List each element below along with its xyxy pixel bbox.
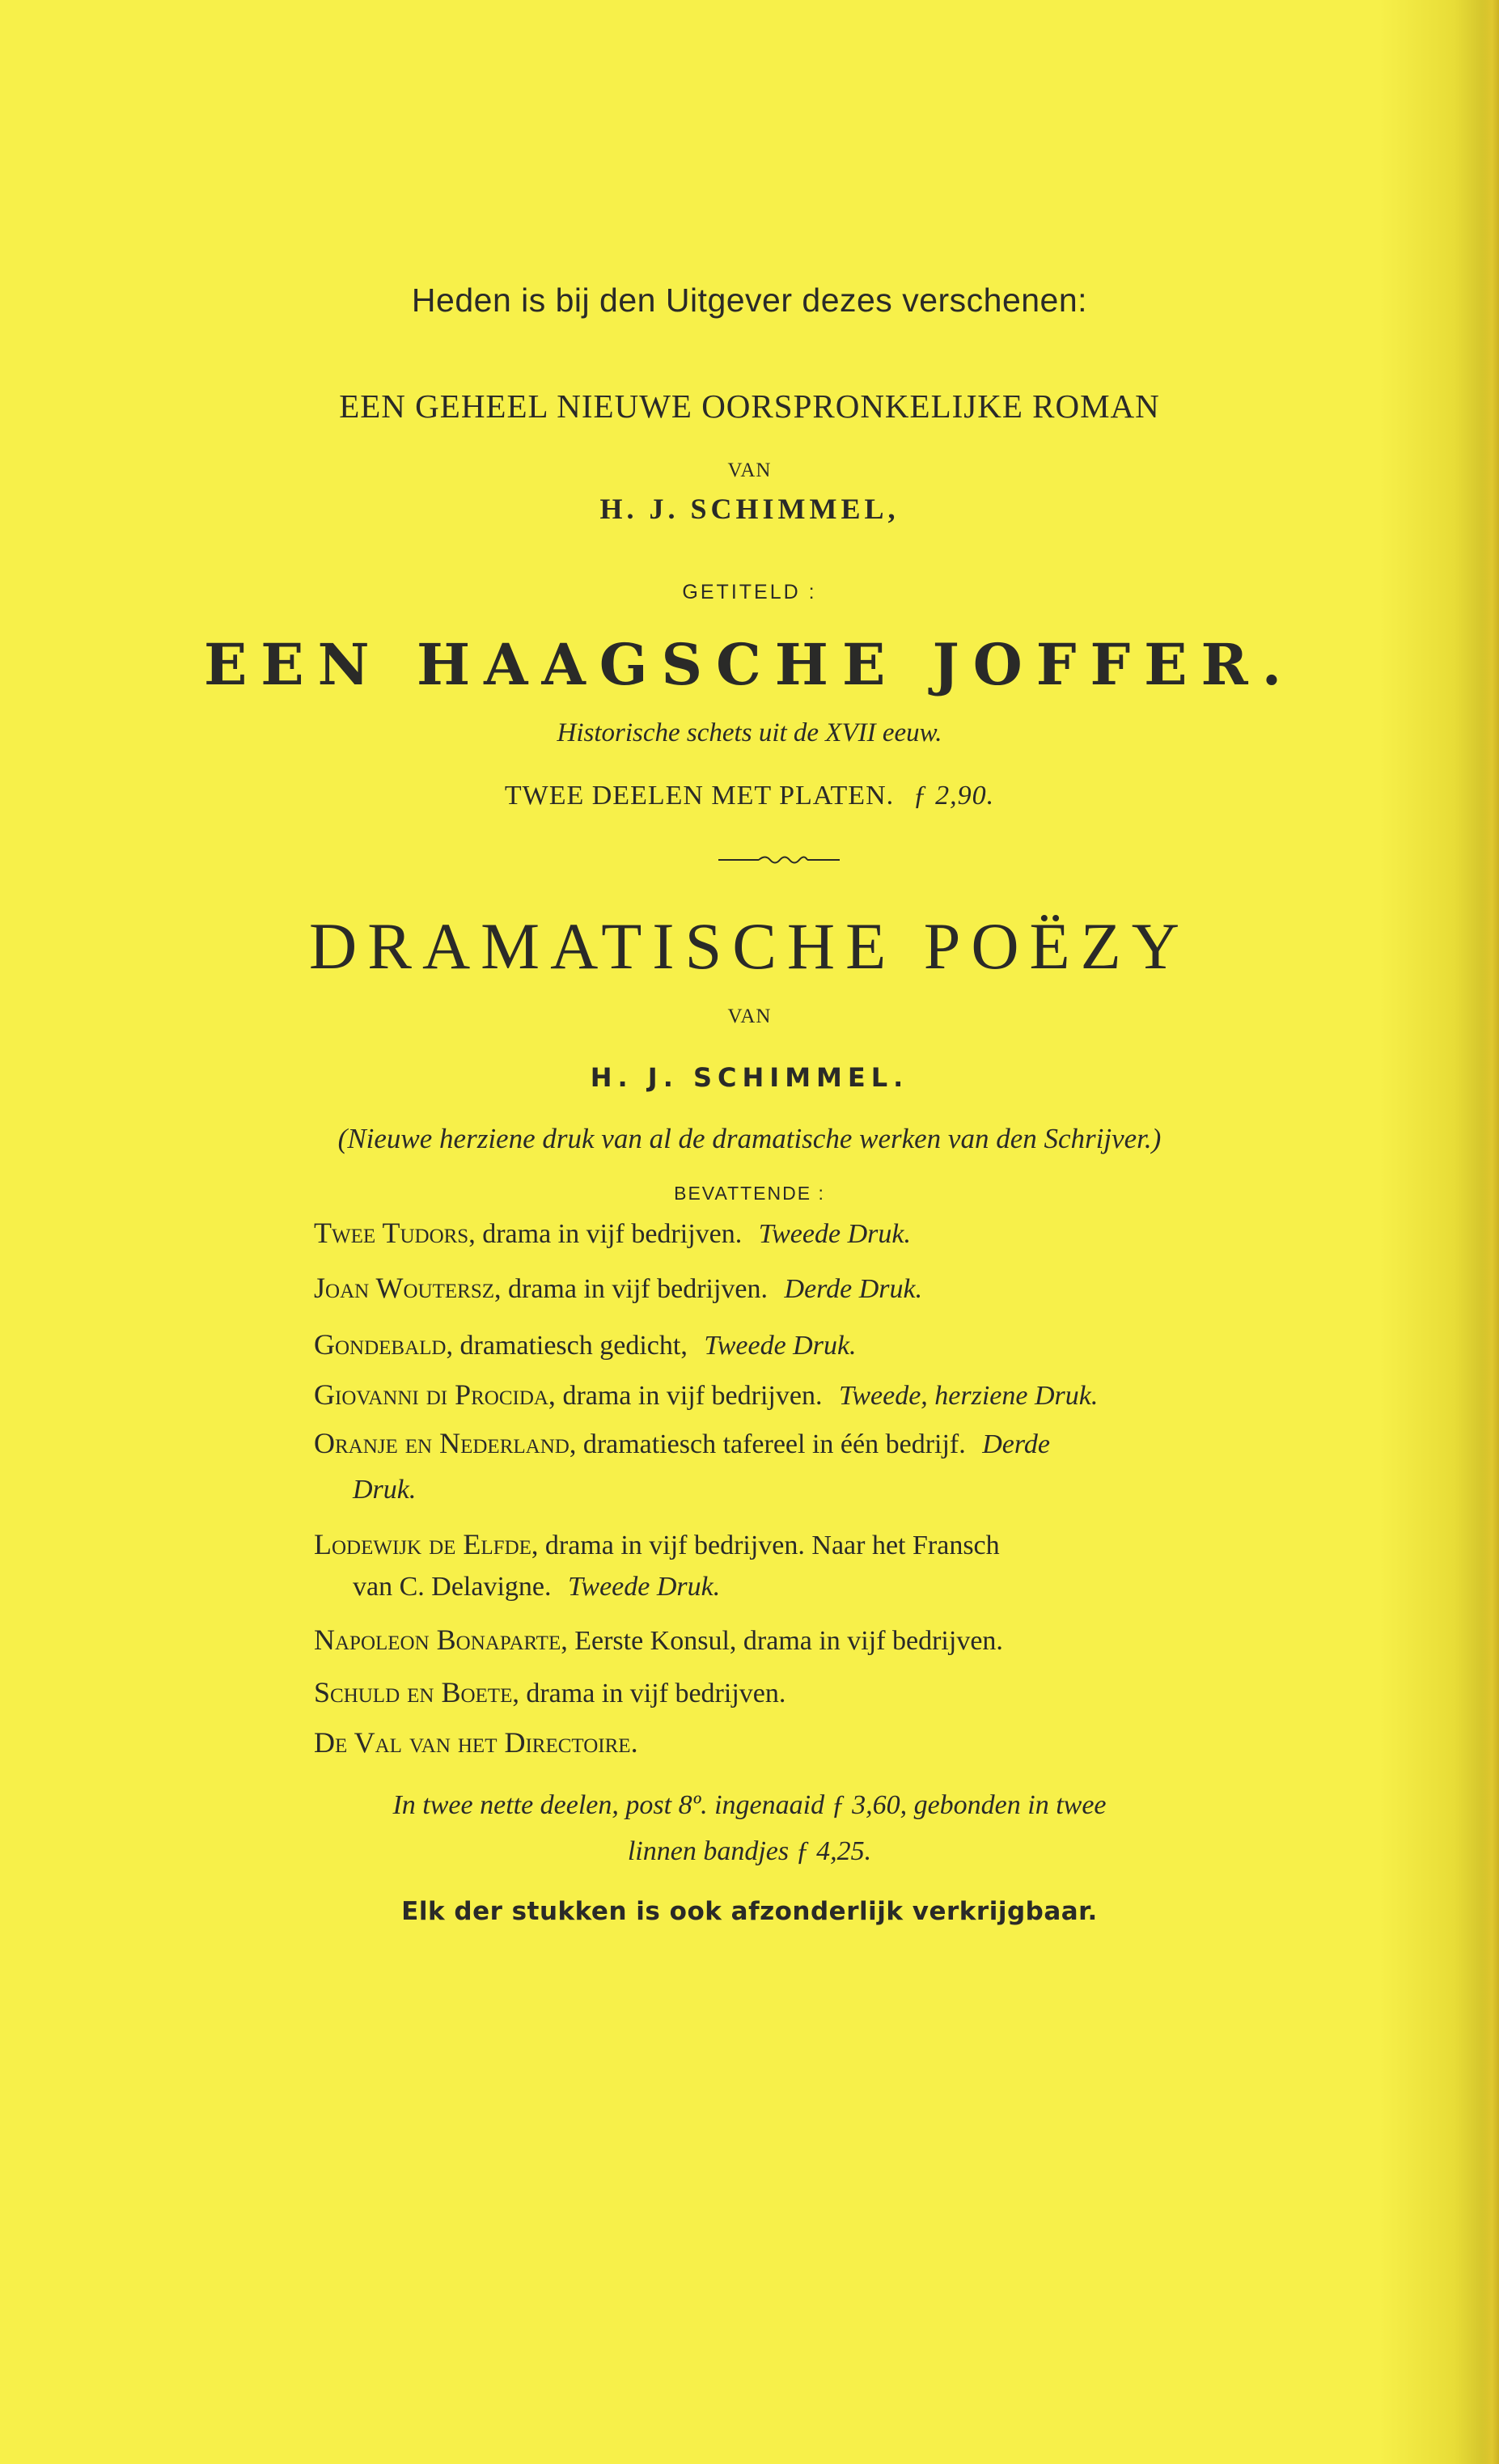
list-item (314, 1725, 638, 1759)
list-item (314, 1271, 922, 1305)
work-edition: Tweede, herziene Druk. (838, 1381, 1099, 1411)
first-work-subtitle: Historische schets uit de XVII eeuw. (557, 718, 942, 747)
list-item (314, 1675, 785, 1709)
work-name: Schuld en Boete (314, 1676, 513, 1708)
first-work-getiteld: GETITELD : (682, 581, 817, 603)
ornament-divider (718, 853, 840, 866)
first-work-price: ƒ 2,90. (913, 781, 995, 811)
work-name: Lodewijk de Elfde (314, 1528, 531, 1560)
work-desc: , Eerste Konsul, drama in vijf bedrijven. (561, 1626, 1003, 1656)
work-desc: , dramatiesch gedicht, (446, 1331, 688, 1361)
work-name: De Val van het Directoire. (314, 1726, 638, 1759)
first-work-kind: EEN GEHEEL NIEUWE OORSPRONKELIJKE ROMAN (339, 387, 1160, 425)
first-work-title: EEN HAAGSCHE JOFFER. (203, 631, 1296, 698)
work-name: Twee Tudors (314, 1217, 469, 1249)
work-edition-continued: Druk. (353, 1475, 417, 1505)
availability-notice: Elk der stukken is ook afzonderlijk verkrijgbaar. (401, 1897, 1098, 1926)
first-work-format-line (0, 781, 1499, 811)
work-desc: , drama in vijf bedrijven. (494, 1274, 769, 1304)
work-desc-continued: van C. Delavigne. (353, 1572, 552, 1602)
price-line-2: linnen bandjes ƒ 4,25. (627, 1836, 872, 1866)
second-work-author: H. J. SCHIMMEL. (590, 1062, 909, 1093)
list-item (314, 1216, 911, 1250)
page-edge (1481, 0, 1499, 2464)
price-line-1: In twee nette deelen, post 8º. ingenaaid ƒ 3,60, gebonden in twee (392, 1790, 1107, 1820)
first-work-format: TWEE DEELEN MET PLATEN. (504, 781, 895, 811)
work-name: Gondebald (314, 1328, 447, 1361)
work-desc: , drama in vijf bedrijven. (512, 1679, 786, 1708)
list-item (314, 1527, 1000, 1561)
work-desc: , drama in vijf bedrijven. Naar het Fransch (531, 1530, 1000, 1560)
work-name: Oranje en Nederland (314, 1427, 570, 1459)
second-work-title: DRAMATISCHE POËZY (309, 909, 1190, 983)
work-edition: Tweede Druk. (758, 1219, 911, 1249)
intro-text: Heden is bij den Uitgever dezes verschenen: (411, 282, 1088, 319)
list-item (314, 1327, 857, 1361)
work-edition: Derde (982, 1429, 1050, 1459)
first-work-van: VAN (727, 459, 772, 481)
work-name: Napoleon Bonaparte (314, 1624, 561, 1656)
work-desc: , dramatiesch tafereel in één bedrijf. (569, 1429, 966, 1459)
list-item (314, 1378, 1098, 1412)
list-item-continued (353, 1572, 720, 1602)
second-work-bevattende: BEVATTENDE : (674, 1183, 825, 1204)
work-desc: , drama in vijf bedrijven. (468, 1219, 743, 1249)
second-work-van: VAN (727, 1005, 772, 1027)
second-work-note: (Nieuwe herziene druk van al de dramatische werken van den Schrijver.) (337, 1123, 1162, 1154)
work-edition: Derde Druk. (784, 1274, 923, 1304)
work-name: Joan Woutersz (314, 1272, 495, 1304)
work-name: Giovanni di Procida, (314, 1378, 556, 1411)
list-item (314, 1623, 1003, 1657)
list-item (314, 1426, 1050, 1460)
work-edition: Tweede Druk. (704, 1331, 857, 1361)
work-edition: Tweede Druk. (568, 1572, 721, 1602)
work-desc: drama in vijf bedrijven. (555, 1381, 823, 1411)
first-work-author: H. J. SCHIMMEL, (599, 493, 900, 525)
